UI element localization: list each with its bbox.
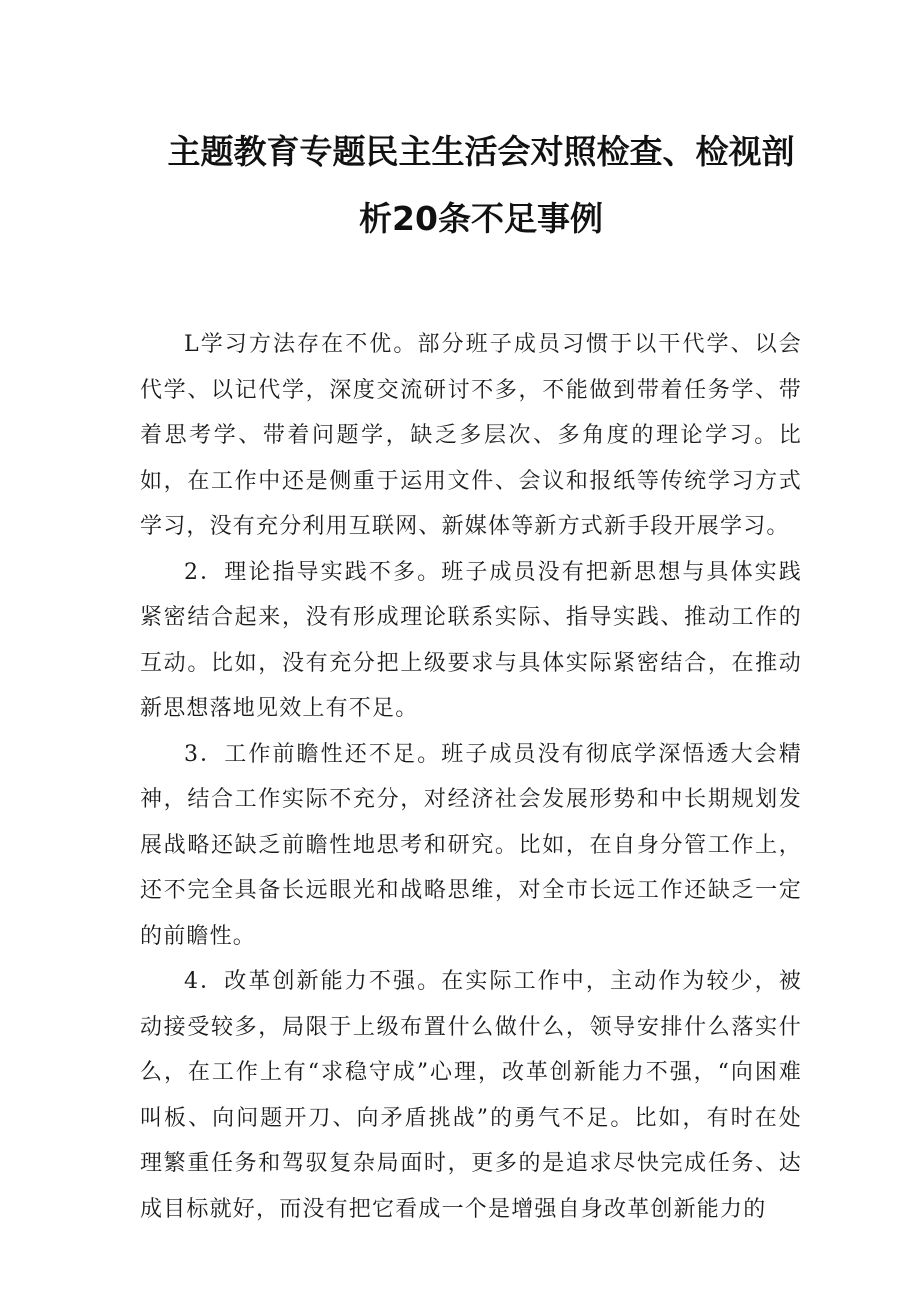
paragraph-1: L学习方法存在不优。部分班子成员习惯于以干代学、以会代学、以记代学，深度交流研讨不多，不能做到带着任务学、带着思考学、带着问题学，缺乏多层次、多角度的理论学习。比如，在工作中还是侧重于运用文件、会议和报纸等传统学习方式学习，没有充分利用互联网、新媒体等新方式新手段开展学习。: [140, 332, 802, 539]
paragraph-2: 2．理论指导实践不多。班子成员没有把新思想与具体实践紧密结合起来，没有形成理论联系实际、指导实践、推动工作的互动。比如，没有充分把上级要求与具体实际紧密结合，在推动新思想落地见效上有不足。: [140, 559, 802, 721]
paragraph-4: 4．改革创新能力不强。在实际工作中，主动作为较少，被动接受较多，局限于上级布置什么做什么，领导安排什么落实什么，在工作上有“求稳守成”心理，改革创新能力不强，“向困难叫板、向问题开刀、向矛盾挑战”的勇气不足。比如，有时在处理繁重任务和驾驭复杂局面时，更多的是追求尽快完成任务、达成目标就好，而没有把它看成一个是增强自身改革创新能力的: [140, 969, 802, 1222]
document-title: [130, 118, 832, 252]
paragraph-3: 3．工作前瞻性还不足。班子成员没有彻底学深悟透大会精神，结合工作实际不充分，对经济社会发展形势和中长期规划发展战略还缺乏前瞻性地思考和研究。比如，在自身分管工作上，还不完全具备长远眼光和战略思维，对全市长远工作还缺乏一定的前瞻性。: [140, 741, 802, 949]
title-line-1: 主题教育专题民主生活会对照检查、检视剖: [167, 132, 795, 171]
title-line-2: 析20条不足事例: [359, 199, 603, 238]
document-body: [140, 322, 802, 1232]
